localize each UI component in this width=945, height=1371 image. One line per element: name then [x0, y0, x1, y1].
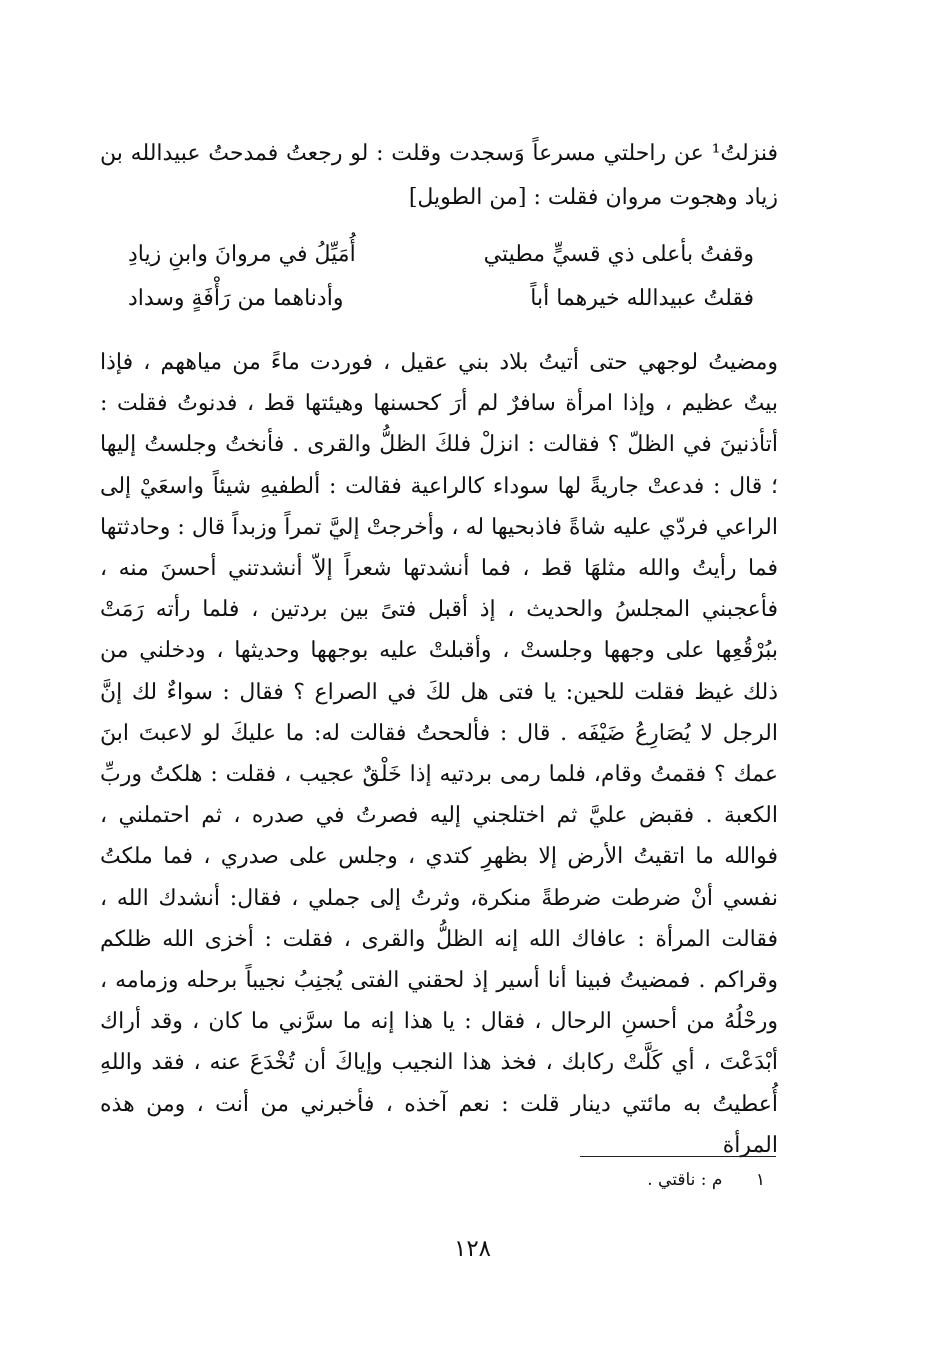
meter-label: [من الطويل] — [408, 185, 527, 210]
verse-2-first-hemistich: فقلتُ عبيدالله خيرهما أباً — [530, 286, 754, 311]
footnote-text: م : ناقتي . — [647, 1170, 723, 1190]
intro-paragraph — [100, 132, 778, 220]
verse-1-second-hemistich: أُمَيِّلُ في مروانَ وابنِ زيادِ — [128, 242, 356, 267]
footnote-divider — [580, 1156, 776, 1157]
verse-2-second-hemistich: وأدناهما من رَأْفَةٍ وسداد — [128, 286, 344, 311]
verse-1-first-hemistich: وقفتُ بأعلى ذي قسيٍّ مطيتي — [483, 242, 754, 267]
verse-line-1 — [128, 242, 754, 282]
intro-text: فنزلتُ¹ عن راحلتي مسرعاً وَسجدت وقلت : لو رجعتُ فمدحتُ عبيدالله بن زياد وهجوت مروان فقلت : — [100, 141, 778, 210]
narrative-paragraph — [100, 342, 778, 1166]
narrative-text: ومضيتُ لوجهي حتى أتيتُ بلاد بني عقيل ، فوردت ماءً من مياههم ، فإذا بيتٌ عظيم ، وإذا امرأة سافرٌ لم أرَ كحسنها وهيئتها قط ، فدنوتُ فقلت : أتأذنينَ في الظلّ ؟ فقالت : انزلْ فلكَ الظلُّ والقرى . فأنختُ وجلستُ إليها ؛ قال : فدعتْ جاريةً لها سوداء كالراعية فقالت : ألطفيهِ شيئاً واسعَيْ إلى الراعي فردّي عليه شاةً فاذبحيها له ، وأخرجتْ إليَّ تمراً وزبداً قال : وحادثتها فما رأيتُ والله مثلهَا قط ، فما أنشدتها شعراً إلاّ أنشدتني أحسنَ منه ، فأعجبني المجلسُ والحديث ، إذ أقبل فتىً بين بردتين ، فلما رأته رَمَتْ ببُرْقُعِها على وجهها وجلستْ ، وأقبلتْ عليه بوجهها وحديثها ، ودخلني من ذلك غيظ فقلت للحين: يا فتى هل لكَ في الصراع ؟ فقال : سواءٌ لك إنَّ الرجل لا يُصَارِعُ ضَيْفَه . قال : فألححتُ فقالت له: ما عليكَ لو لاعبتَ ابنَ عمك ؟ فقمتُ وقام، فلما رمى بردتيه إذا خَلْقٌ عجيب ، فقلت : هلكتُ وربِّ الكعبة . فقبض عليَّ ثم اختلجني إليه فصرتُ في صدره ، ثم احتملني ، فوالله ما اتقيتُ الأرض إلا بظهرِ كتدي ، وجلس على صدري ، فما ملكتُ نفسي أنْ ضرطت ضرطةً منكرة، وثرتُ إلى جملي ، فقال: أنشدك الله ، فقالت المرأة : عافاك الله إنه الظلُّ والقرى ، فقلت : أخزى الله ظلكم وقراكم . فمضيتُ فبينا أنا أسير إذ لحقني الفتى يُجنِبُ نجيباً برحله وزمامه ، ورحْلُهُ من أحسنِ الرحال ، فقال : يا هذا إنه ما سرَّني ما كان ، وقد أراك أبْدَعْتَ ، أي كَلَّتْ ركابك ، فخذ هذا النجيب وإياكَ أن تُخْدَعَ عنه ، فقد واللهِ أُعطيتُ به مائتي دينار قلت : نعم آخذه ، فأخبرني من أنت ، ومن هذه المرأة — [100, 350, 778, 1158]
footnote — [647, 1170, 765, 1190]
page-number: ١٢٨ — [453, 1236, 492, 1262]
verse-line-2 — [128, 286, 754, 326]
footnote-number: ١ — [755, 1170, 765, 1190]
